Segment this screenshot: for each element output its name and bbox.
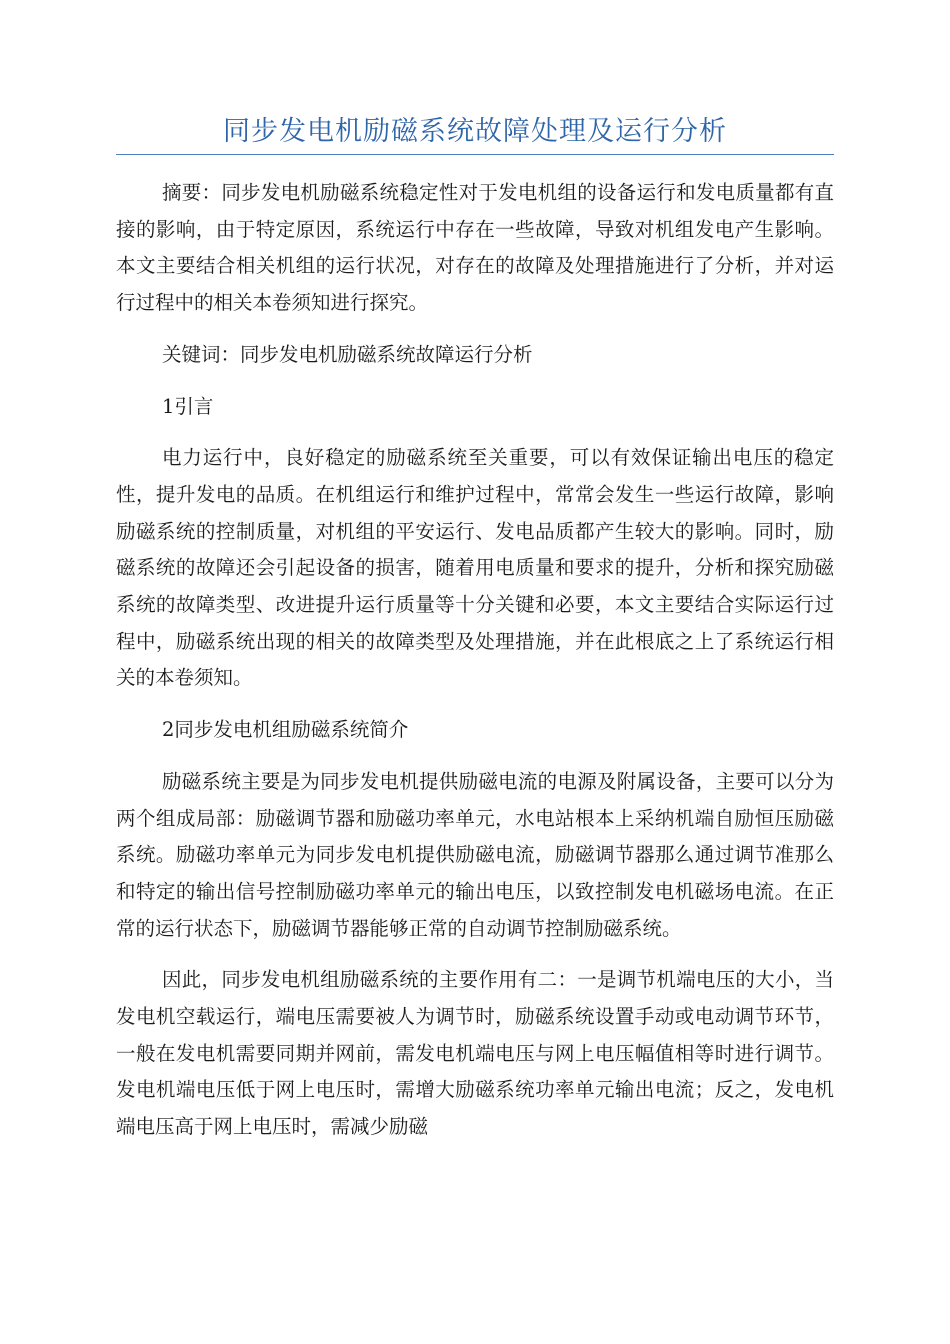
section-2-heading: 2同步发电机组励磁系统简介	[162, 718, 409, 742]
document-body	[116, 175, 834, 1146]
section-2-paragraph-1: 励磁系统主要是为同步发电机提供励磁电流的电源及附属设备，主要可以分为两个组成局部：励磁调节器和励磁功率单元，水电站根本上采纳机端自励恒压励磁系统。励磁功率单元为同步发电机提供励磁电流，励磁调节器那么通过调节准那么和特定的输出信号控制励磁功率单元的输出电压，以致控制发电机磁场电流。在正常的运行状态下，励磁调节器能够正常的自动调节控制励磁系统。	[116, 769, 834, 940]
section-2-paragraph-2: 因此，同步发电机组励磁系统的主要作用有二：一是调节机端电压的大小，当发电机空载运行，端电压需要被人为调节时，励磁系统设置手动或电动调节环节，一般在发电机需要同期并网前，需发电机端电压与网上电压幅值相等时进行调节。发电机端电压低于网上电压时，需增大励磁系统功率单元输出电流；反之，发电机端电压高于网上电压时，需减少励磁	[116, 968, 834, 1139]
section-1-heading: 1引言	[162, 394, 214, 418]
abstract-paragraph: 摘要：同步发电机励磁系统稳定性对于发电机组的设备运行和发电质量都有直接的影响，由于特定原因，系统运行中存在一些故障，导致对机组发电产生影响。本文主要结合相关机组的运行状况，对存在的故障及处理措施进行了分析，并对运行过程中的相关本卷须知进行探究。	[116, 181, 834, 315]
section-1-paragraph: 电力运行中，良好稳定的励磁系统至关重要，可以有效保证输出电压的稳定性，提升发电的品质。在机组运行和维护过程中，常常会发生一些运行故障，影响励磁系统的控制质量，对机组的平安运行、发电品质都产生较大的影响。同时，励磁系统的故障还会引起设备的损害，随着用电质量和要求的提升，分析和探究励磁系统的故障类型、改进提升运行质量等十分关键和必要，本文主要结合实际运行过程中，励磁系统出现的相关的故障类型及处理措施，并在此根底之上了系统运行相关的本卷须知。	[116, 446, 834, 690]
keywords-line: 关键词：同步发电机励磁系统故障运行分析	[162, 342, 533, 366]
title-underline	[116, 154, 834, 155]
document-title: 同步发电机励磁系统故障处理及运行分析	[223, 116, 727, 147]
